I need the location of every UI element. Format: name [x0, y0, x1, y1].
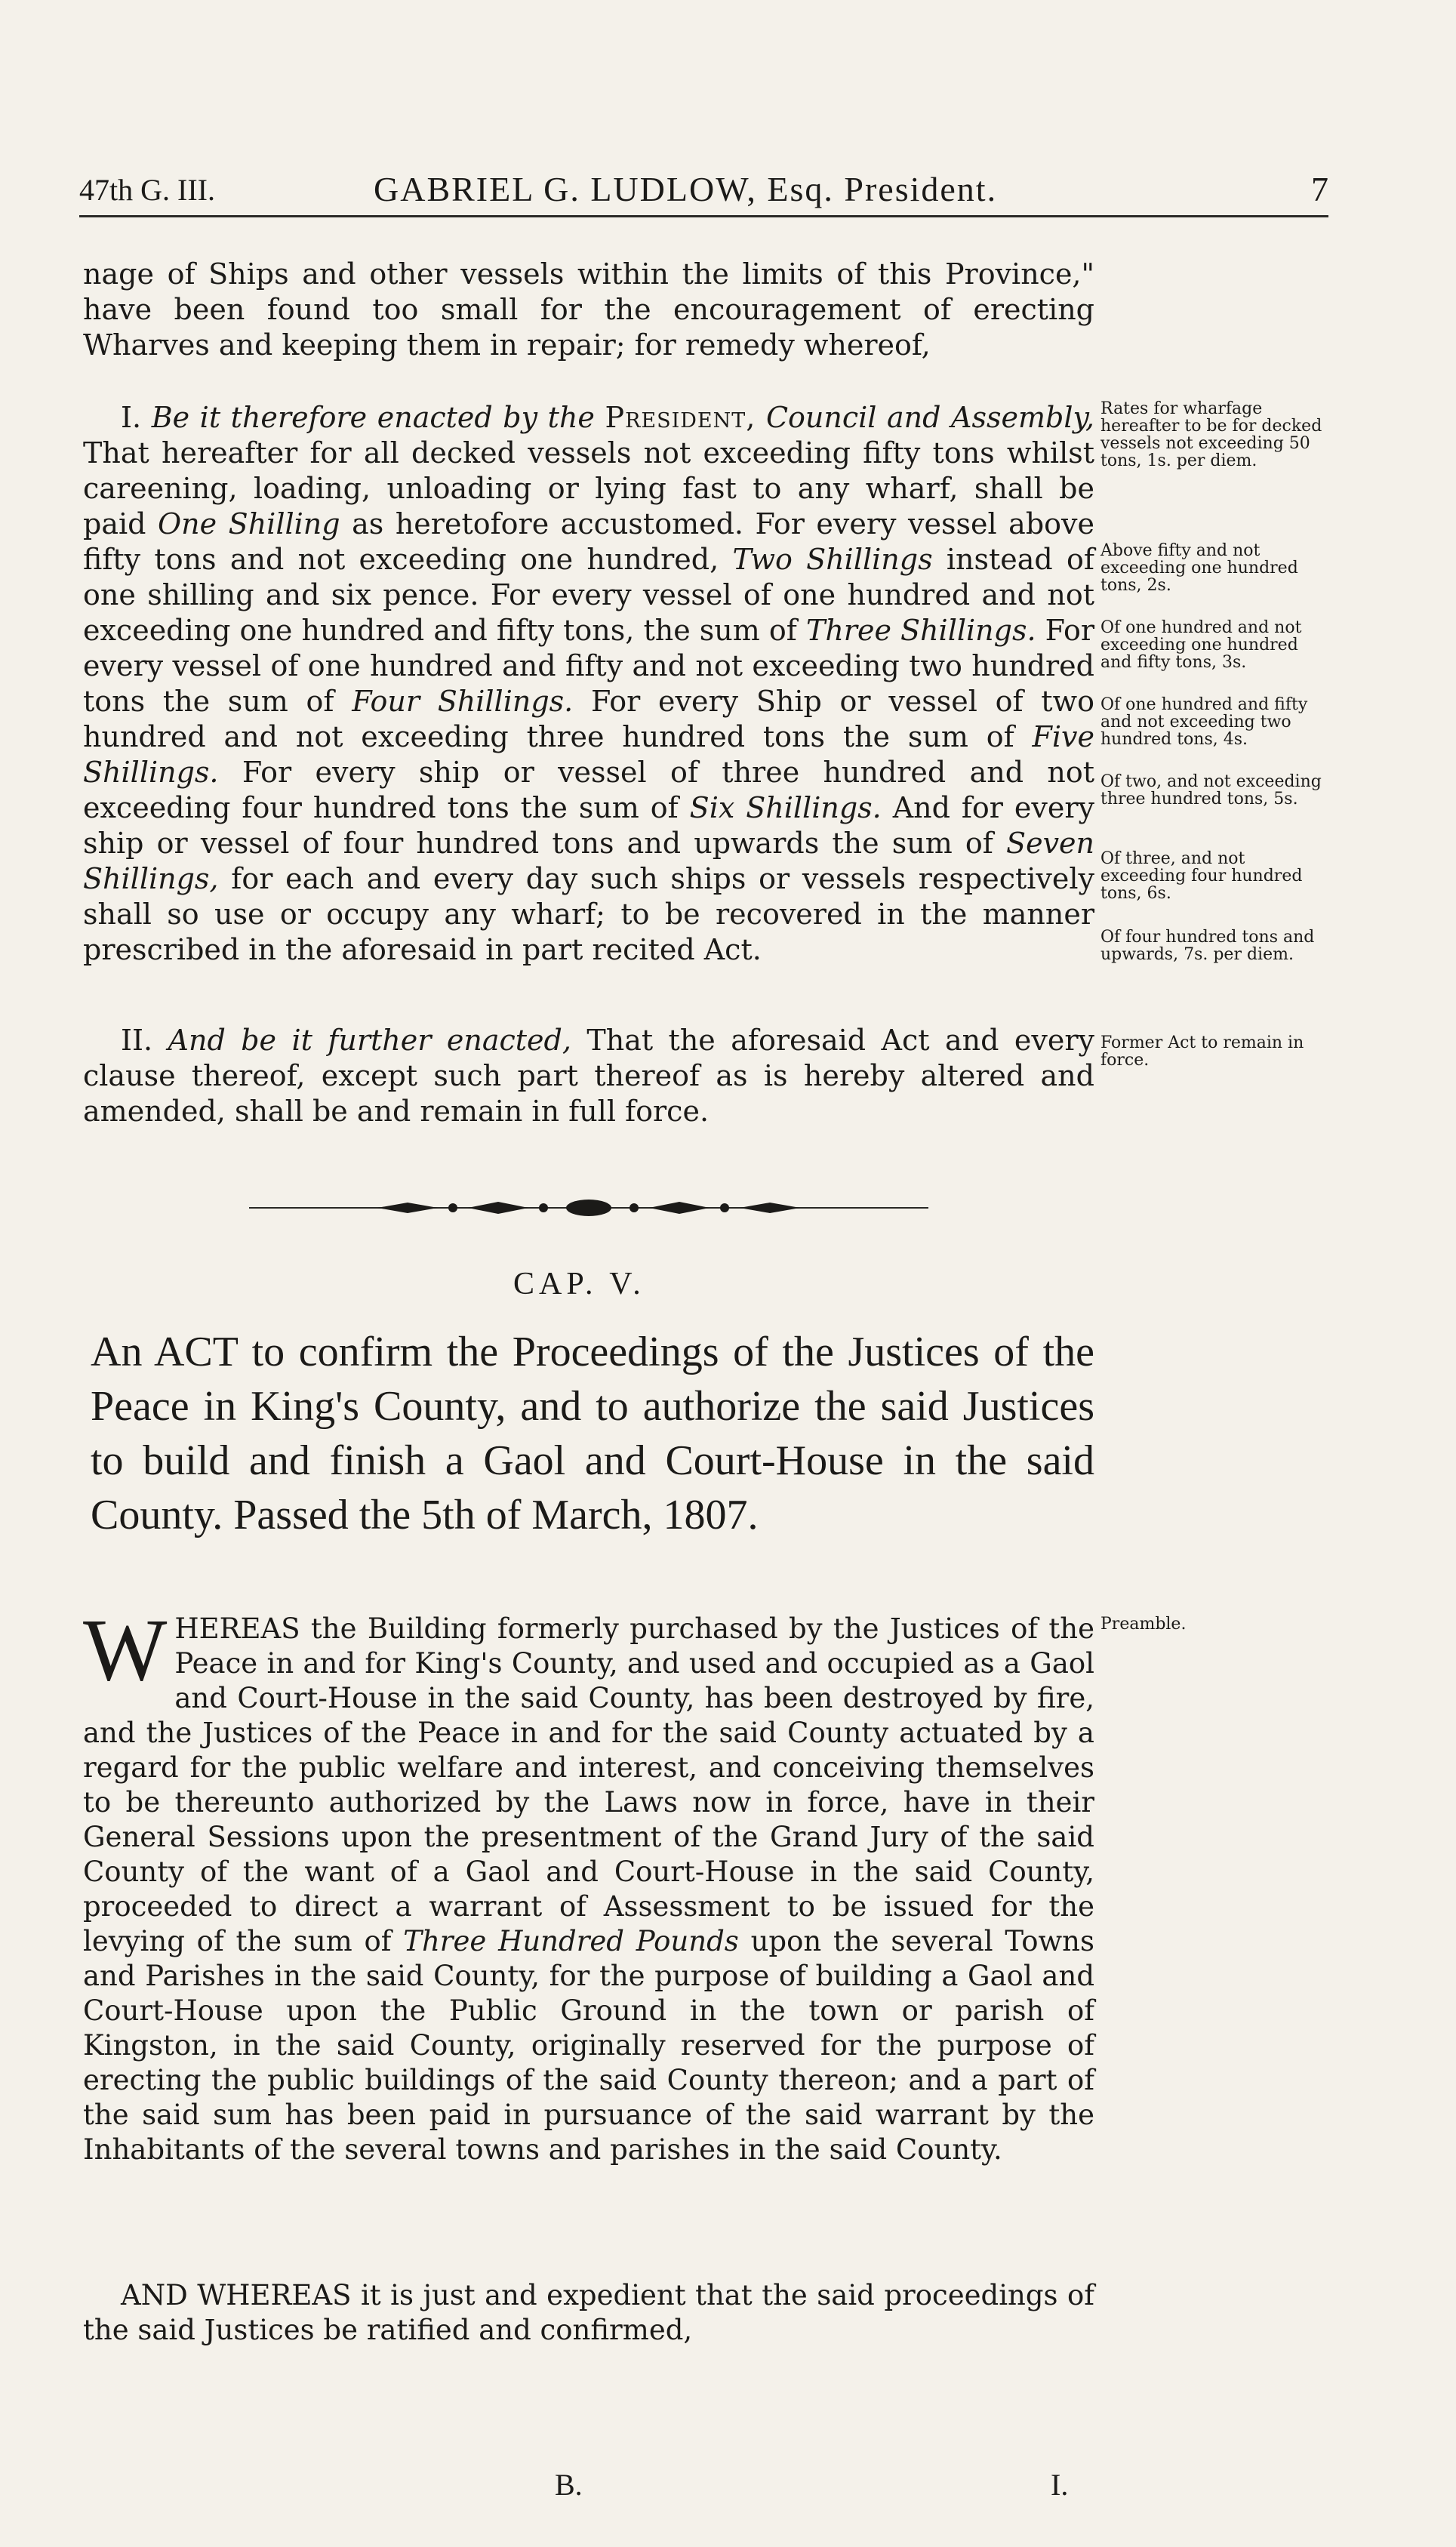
- amount: One Shilling: [158, 507, 340, 541]
- chapter-heading: CAP. V.: [513, 1267, 645, 1301]
- signature-mark: B.: [555, 2468, 583, 2502]
- preamble-text: upon the several Towns and Parishes in the said County, for the purpose of building a Gaol and Court-House upon the Public Ground in the town or parish of Kingston, in the said County, originally reserved for the purpose of erecting the public buildings of the said County thereon; and a part of the said sum has been paid in pursuance of the said warrant by the Inhabitants of the several towns and parishes in the said County.: [83, 1925, 1094, 2166]
- section-text: For every ship or vessel of three hundred and not exceeding four hundred tons the sum of: [83, 756, 1094, 824]
- section-text: That the aforesaid Act and every clause thereof, except such part thereof as is hereby altered and amended, shall be and remain in full force.: [83, 1024, 1094, 1128]
- amount: Five Shillings.: [83, 720, 1094, 789]
- amount: Seven Shillings,: [83, 827, 1094, 895]
- section-number: I.: [121, 401, 142, 434]
- drop-cap: W: [83, 1600, 168, 1699]
- intro-paragraph: nage of Ships and other vessels within the limits of this Province," have been found too small for the encouragement of erecting Wharves and keeping them in repair; for remedy whereof,: [83, 257, 1094, 362]
- amount: Three Hundred Pounds: [403, 1925, 739, 1957]
- margin-note: Of one hundred and not exceeding one hundred and fifty tons, 3s.: [1100, 618, 1302, 672]
- running-head: [79, 165, 1328, 217]
- preamble-paragraph: [83, 1600, 1094, 2167]
- catchword: I.: [1051, 2468, 1069, 2502]
- amount: Four Shillings.: [352, 685, 574, 718]
- preamble-text: HEREAS the Building formerly purchased by the Justices of the Peace in and for King's County, and used and occupied as a Gaol and Court-House in the said County, has been destroyed by fire, and the Justices of the Peace in and for the said County actuated by a regard for the public welfare and interest, and conceiving themselves to be thereunto authorized by the Laws now in force, have in their General Sessions upon the presentment of the Grand Jury of the said County of the want of a Gaol and Court-House in the said County, proceeded to direct a warrant of Assessment to be issued for the levying of the sum of: [83, 1612, 1094, 1957]
- regnal-year: 47th G. III.: [79, 173, 215, 207]
- running-title: GABRIEL G. LUDLOW, Esq. President.: [374, 170, 998, 208]
- amount: Three Shillings.: [805, 614, 1036, 647]
- section-number: II.: [121, 1024, 153, 1057]
- section-2: [83, 1023, 1094, 1129]
- section-text: instead of one shilling and six pence. For every vessel of one hundred and not exceeding one hundred and fifty tons, the sum of: [83, 543, 1094, 647]
- ornamental-rule: [249, 1199, 928, 1217]
- enacting-clause: Be it therefore enacted by the: [151, 401, 595, 434]
- section-text: That hereafter for all decked vessels not exceeding fifty tons whilst careening, loading, unloading or lying fast to any wharf, shall be paid: [83, 436, 1094, 541]
- header-rule: [79, 215, 1328, 217]
- margin-note: Of four hundred tons and upwards, 7s. per diem.: [1100, 928, 1315, 964]
- margin-note: Former Act to remain in force.: [1100, 1033, 1304, 1070]
- president-word: President,: [605, 401, 756, 434]
- act-title: An ACT to confirm the Proceedings of the Justices of the Peace in King's County, and to authorize the said Justices to build and finish a Gaol and Court-House in the said County. Passed the 5th of March, 1807.: [91, 1329, 1094, 1538]
- amount: Six Shillings.: [689, 791, 882, 824]
- margin-note: Of two, and not exceeding three hundred tons, 5s.: [1100, 772, 1322, 808]
- enacting-clause: And be it further enacted,: [168, 1024, 571, 1057]
- margin-note: Above fifty and not exceeding one hundred tons, 2s.: [1100, 541, 1298, 595]
- margin-note: Rates for wharfage hereafter to be for decked vessels not exceeding 50 tons, 1s. per diem.: [1100, 399, 1322, 470]
- council-assembly: Council and Assembly,: [765, 401, 1094, 434]
- section-text: as heretofore accustomed. For every vessel above fifty tons and not exceeding one hundred,: [83, 507, 1094, 576]
- section-text: For every vessel of one hundred and fifty and not exceeding two hundred tons the sum of: [83, 614, 1094, 718]
- section-text: for each and every day such ships or vessels respectively shall so use or occupy any wharf; to be recovered in the manner prescribed in the aforesaid in part recited Act.: [83, 862, 1094, 966]
- margin-note: Of three, and not exceeding four hundred tons, 6s.: [1100, 849, 1303, 903]
- margin-note: Of one hundred and fifty and not exceeding two hundred tons, 4s.: [1100, 695, 1308, 749]
- section-text: For every Ship or vessel of two hundred and not exceeding three hundred tons the sum of: [83, 685, 1094, 753]
- margin-note-preamble: Preamble.: [1100, 1615, 1187, 1634]
- amount: Two Shillings: [732, 543, 933, 576]
- whereas-paragraph: AND WHEREAS it is just and expedient that the said proceedings of the said Justices be ratified and confirmed,: [83, 2279, 1094, 2346]
- section-text: And for every ship or vessel of four hundred tons and upwards the sum of: [83, 791, 1094, 860]
- section-1: [83, 400, 1094, 968]
- page-number: 7: [1311, 170, 1328, 208]
